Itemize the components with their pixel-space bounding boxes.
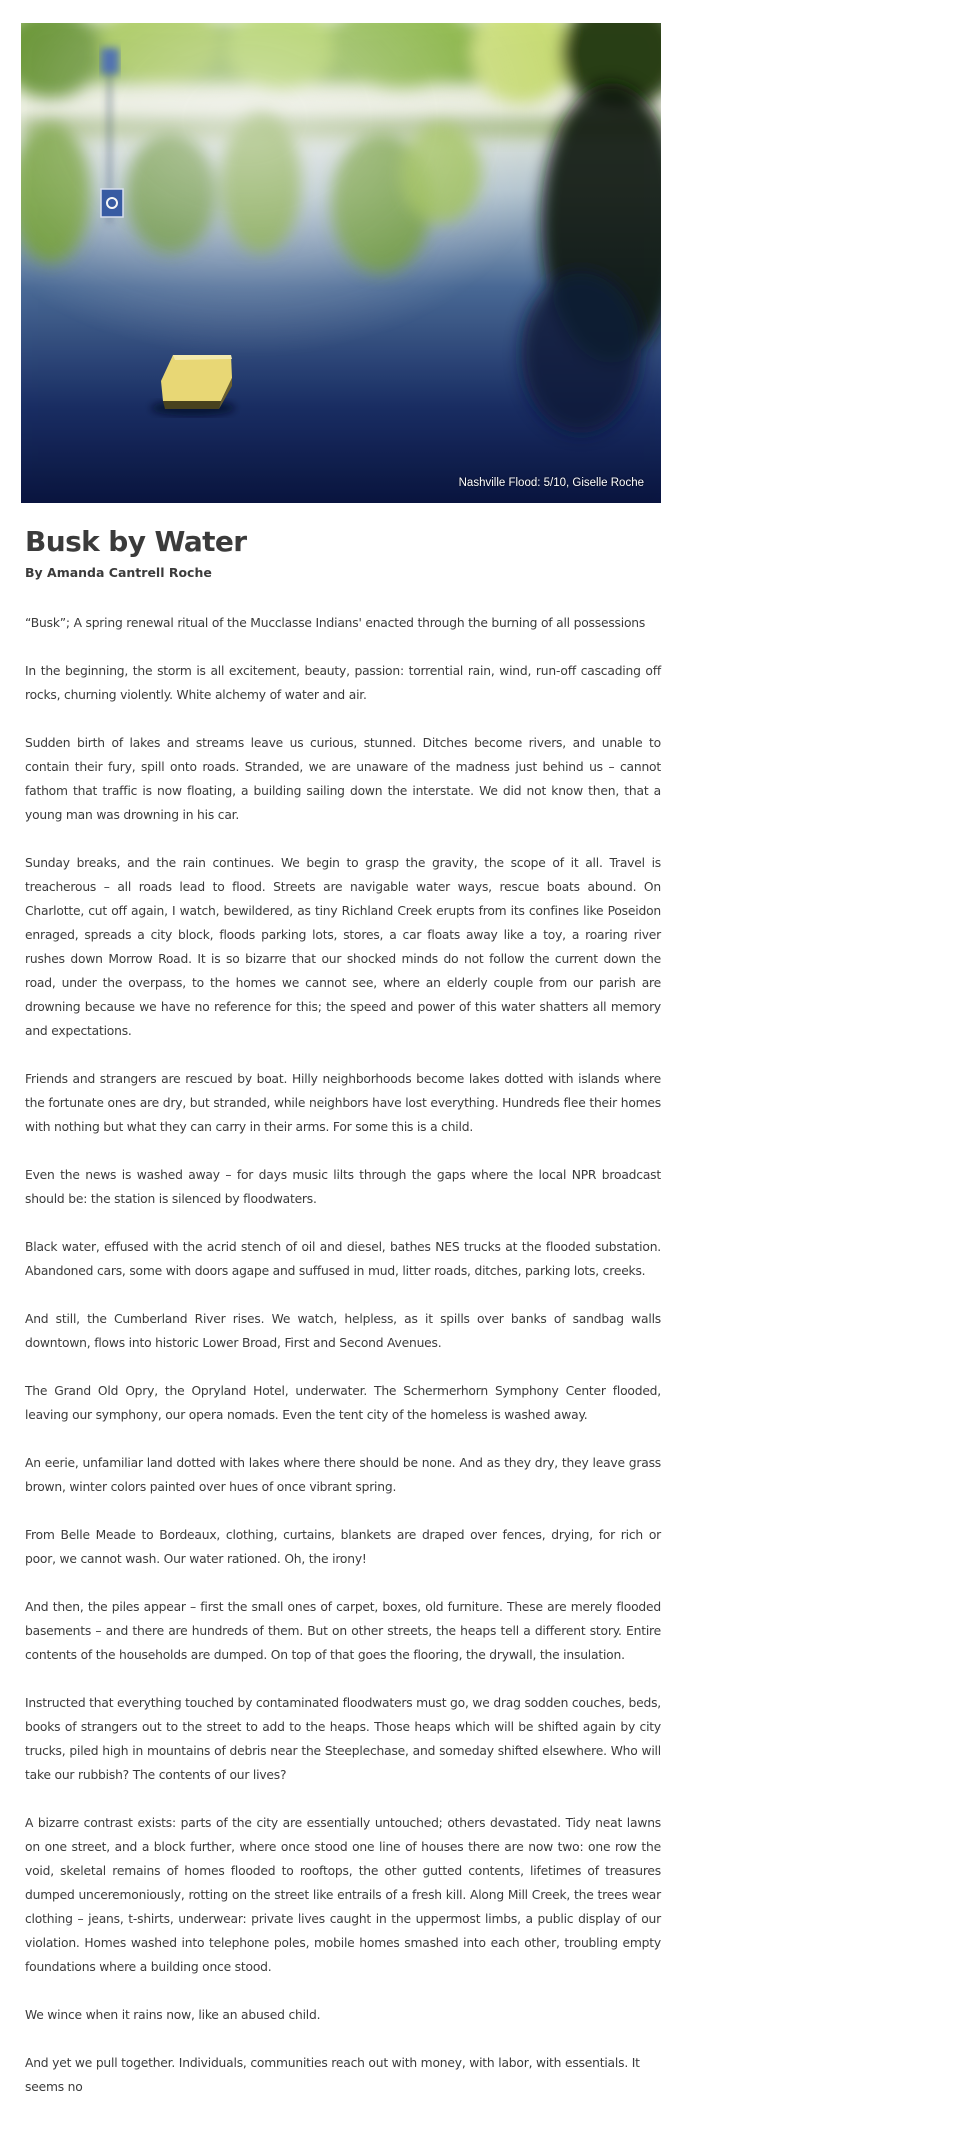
flood-photo	[21, 23, 661, 503]
article-paragraph: Friends and strangers are rescued by boat. Hilly neighborhoods become lakes dotted with islands where the fortunate ones are dry, but stranded, while neighbors have lost everything. Hundreds flee their homes with nothing but what they can carry in their arms. For some this is a child.	[25, 1072, 661, 1134]
photo-caption: Nashville Flood: 5/10, Giselle Roche	[458, 477, 644, 489]
article-paragraph: An eerie, unfamiliar land dotted with lakes where there should be none. And as they dry, they leave grass brown, winter colors painted over hues of once vibrant spring.	[25, 1456, 661, 1494]
article	[25, 521, 661, 2123]
article-paragraph: We wince when it rains now, like an abused child.	[25, 2008, 321, 2022]
article-paragraph: From Belle Meade to Bordeaux, clothing, curtains, blankets are draped over fences, drying, for rich or poor, we cannot wash. Our water rationed. Oh, the irony!	[25, 1528, 661, 1566]
article-paragraph: In the beginning, the storm is all excitement, beauty, passion: torrential rain, wind, run-off cascading off rocks, churning violently. White alchemy of water and air.	[25, 664, 661, 702]
article-paragraph: And yet we pull together. Individuals, communities reach out with money, with labor, with essentials. It seems no	[25, 2056, 640, 2094]
article-paragraph: Black water, effused with the acrid stench of oil and diesel, bathes NES trucks at the flooded substation. Abandoned cars, some with doors agape and suffused in mud, litter roads, ditches, parking lots, creeks.	[25, 1240, 661, 1278]
article-paragraph: And still, the Cumberland River rises. We watch, helpless, as it spills over banks of sandbag walls downtown, flows into historic Lower Broad, First and Second Avenues.	[25, 1312, 661, 1350]
article-paragraph: Sunday breaks, and the rain continues. We begin to grasp the gravity, the scope of it all. Travel is treacherous – all roads lead to flood. Streets are navigable water ways, rescue boats abound. On Charlotte, cut off again, I watch, bewildered, as tiny Richland Creek erupts from its confines like Poseidon enraged, spreads a city block, floods parking lots, stores, a car floats away like a toy, a roaring river rushes down Morrow Road. It is so bizarre that our shocked minds do not follow the current down the road, under the overpass, to the homes we cannot see, where an elderly couple from our parish are drowning because we have no reference for this; the speed and power of this water shatters all memory and expectations.	[25, 856, 661, 1038]
article-byline: By Amanda Cantrell Roche	[25, 565, 212, 580]
article-body	[25, 611, 661, 2099]
article-paragraph: Instructed that everything touched by contaminated floodwaters must go, we drag sodden couches, beds, books of strangers out to the street to add to the heaps. Those heaps which will be shifted again by city trucks, piled high in mountains of debris near the Steeplechase, and someday shifted elsewhere. Who will take our rubbish? The contents of our lives?	[25, 1696, 661, 1782]
article-paragraph: Sudden birth of lakes and streams leave us curious, stunned. Ditches become rivers, and unable to contain their fury, spill onto roads. Stranded, we are unaware of the madness just behind us – cannot fathom that traffic is now floating, a building sailing down the interstate. We did not know then, that a young man was drowning in his car.	[25, 736, 661, 822]
article-paragraph: Even the news is washed away – for days music lilts through the gaps where the local NPR broadcast should be: the station is silenced by floodwaters.	[25, 1168, 661, 1206]
flood-photo-image	[21, 23, 661, 503]
article-paragraph: The Grand Old Opry, the Opryland Hotel, underwater. The Schermerhorn Symphony Center flooded, leaving our symphony, our opera nomads. Even the tent city of the homeless is washed away.	[25, 1384, 661, 1422]
article-title: Busk by Water	[25, 525, 247, 558]
article-paragraph: And then, the piles appear – first the small ones of carpet, boxes, old furniture. These are merely flooded basements – and there are hundreds of them. But on other streets, the heaps tell a different story. Entire contents of the households are dumped. On top of that goes the flooring, the drywall, the insulation.	[25, 1600, 661, 1662]
article-paragraph: A bizarre contrast exists: parts of the city are essentially untouched; others devastated. Tidy neat lawns on one street, and a block further, where once stood one line of houses there are now two: one row the void, skeletal remains of homes flooded to rooftops, the other gutted contents, lifetimes of treasures dumped unceremoniously, rotting on the street like entrails of a fresh kill. Along Mill Creek, the trees wear clothing – jeans, t-shirts, underwear: private lives caught in the uppermost limbs, a public display of our violation. Homes washed into telephone poles, mobile homes smashed into each other, troubling empty foundations where a building once stood.	[25, 1816, 661, 1974]
article-epigraph: “Busk”; A spring renewal ritual of the Mucclasse Indians' enacted through the burning of all possessions	[25, 616, 646, 630]
